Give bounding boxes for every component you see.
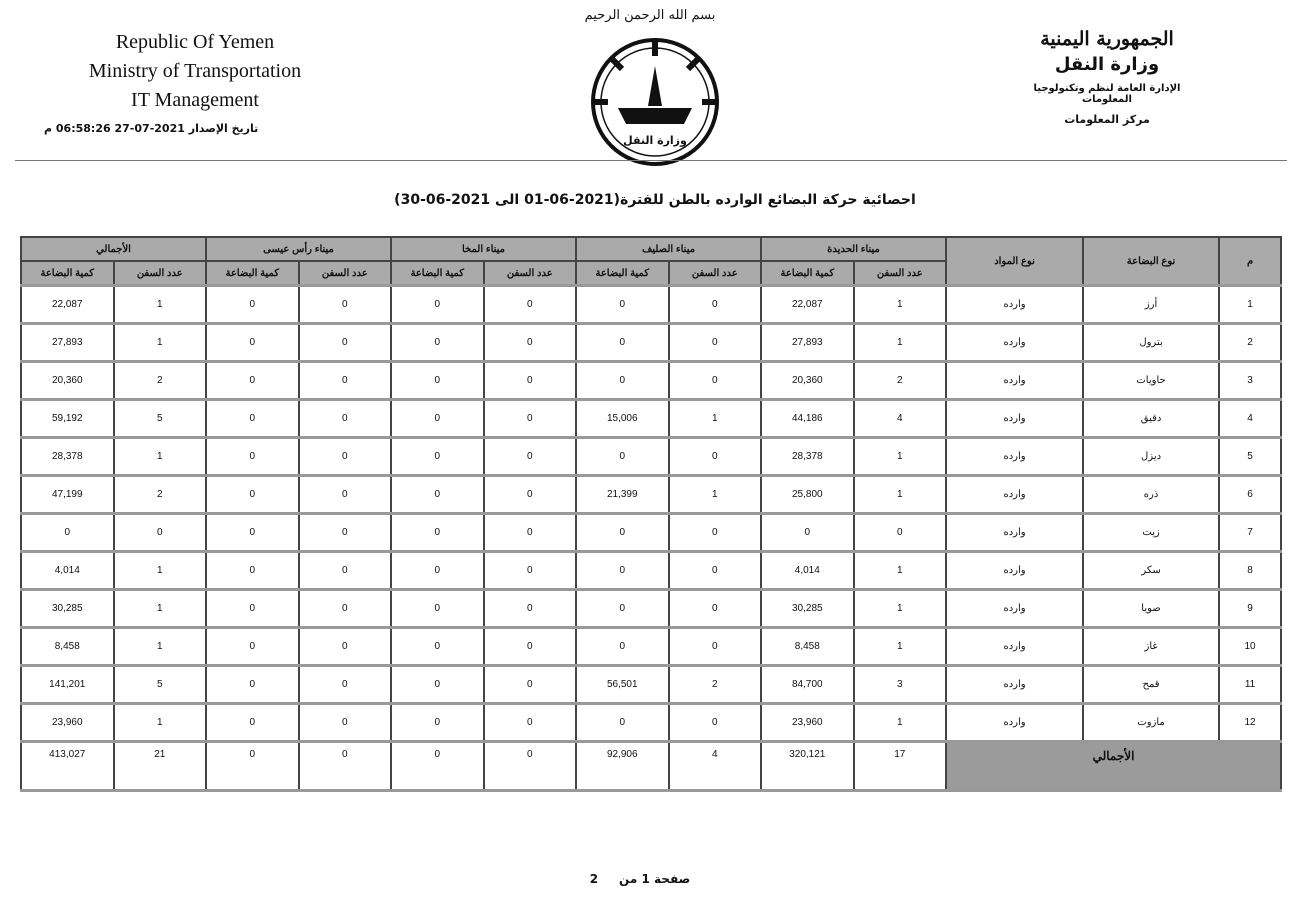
quantity-cell: 0: [206, 628, 299, 666]
table-row: [21, 362, 1281, 400]
ship-count-cell: 0: [299, 666, 392, 704]
material-type: وارده: [946, 704, 1083, 742]
ship-count-cell: 2: [669, 666, 762, 704]
header-total: الأجمالي: [21, 237, 206, 261]
quantity-cell: 0: [206, 324, 299, 362]
ship-count-cell: 1: [854, 590, 947, 628]
ship-count-cell: 0: [669, 514, 762, 552]
quantity-cell: 0: [391, 590, 484, 628]
issue-date-value: 2021-07-27 06:58:26 م: [44, 122, 185, 135]
quantity-cell: 0: [761, 514, 854, 552]
page-number: 1: [641, 872, 650, 886]
quantity-cell: 141,201: [21, 666, 114, 704]
total-quantity: 413,027: [21, 742, 114, 791]
ship-count-cell: 3: [854, 666, 947, 704]
table-row: [21, 438, 1281, 476]
ship-count-cell: 1: [114, 324, 207, 362]
quantity-cell: 59,192: [21, 400, 114, 438]
ship-count-cell: 0: [484, 286, 577, 324]
quantity-cell: 0: [206, 476, 299, 514]
material-type: وارده: [946, 324, 1083, 362]
quantity-cell: 4,014: [21, 552, 114, 590]
total-quantity: 92,906: [576, 742, 669, 791]
header-material-type: نوع المواد: [946, 237, 1083, 286]
ship-count-cell: 1: [854, 704, 947, 742]
ship-count-cell: 0: [669, 324, 762, 362]
ship-count-cell: 1: [114, 438, 207, 476]
commodity-name: غاز: [1083, 628, 1219, 666]
quantity-cell: 0: [576, 286, 669, 324]
ship-count-cell: 0: [484, 666, 577, 704]
ship-count-cell: 0: [484, 362, 577, 400]
ship-count-cell: 0: [484, 400, 577, 438]
commodity-name: ديزل: [1083, 438, 1219, 476]
commodity-name: زيت: [1083, 514, 1219, 552]
quantity-cell: 0: [391, 704, 484, 742]
ship-count-cell: 0: [114, 514, 207, 552]
table-row: [21, 286, 1281, 324]
ship-count-cell: 0: [299, 514, 392, 552]
quantity-cell: 0: [576, 324, 669, 362]
table-row: [21, 704, 1281, 742]
total-ship-count: 21: [114, 742, 207, 791]
quantity-header: كمية البضاعة: [576, 261, 669, 286]
quantity-cell: 0: [391, 666, 484, 704]
commodity-name: دقيق: [1083, 400, 1219, 438]
ship-count-cell: 0: [484, 476, 577, 514]
quantity-header: كمية البضاعة: [21, 261, 114, 286]
quantity-cell: 22,087: [21, 286, 114, 324]
total-ship-count: 0: [484, 742, 577, 791]
ship-count-cell: 1: [854, 628, 947, 666]
quantity-cell: 0: [206, 362, 299, 400]
material-type: وارده: [946, 514, 1083, 552]
row-number: 5: [1219, 438, 1281, 476]
quantity-cell: 0: [206, 438, 299, 476]
ship-count-cell: 1: [669, 400, 762, 438]
quantity-cell: 27,893: [761, 324, 854, 362]
quantity-cell: 0: [21, 514, 114, 552]
material-type: وارده: [946, 286, 1083, 324]
table-row: [21, 400, 1281, 438]
ship-count-cell: 0: [669, 286, 762, 324]
quantity-header: كمية البضاعة: [206, 261, 299, 286]
ship-count-cell: 1: [114, 552, 207, 590]
report-title: احصائية حركة البضائع الوارده بالطن للفترة(2021-06-01 الى 2021-06-30): [394, 192, 916, 208]
header-commodity: نوع البضاعة: [1083, 237, 1219, 286]
total-quantity: 0: [391, 742, 484, 791]
quantity-cell: 23,960: [761, 704, 854, 742]
quantity-cell: 8,458: [761, 628, 854, 666]
ship-count-cell: 0: [299, 324, 392, 362]
quantity-cell: 8,458: [21, 628, 114, 666]
total-quantity: 320,121: [761, 742, 854, 791]
material-type: وارده: [946, 666, 1083, 704]
basmala: بسم الله الرحمن الرحيم: [584, 8, 716, 23]
material-type: وارده: [946, 362, 1083, 400]
quantity-cell: 0: [391, 286, 484, 324]
quantity-cell: 0: [391, 438, 484, 476]
ship-count-cell: 0: [299, 476, 392, 514]
quantity-cell: 47,199: [21, 476, 114, 514]
quantity-cell: 4,014: [761, 552, 854, 590]
header-port-mokha: ميناء المخا: [391, 237, 576, 261]
header-divider: [15, 160, 1287, 161]
ship-count-cell: 0: [299, 704, 392, 742]
header-ar-line4: مركز المعلومات: [1064, 113, 1150, 126]
quantity-cell: 0: [576, 552, 669, 590]
ship-count-cell: 4: [854, 400, 947, 438]
commodity-name: صويا: [1083, 590, 1219, 628]
quantity-cell: 25,800: [761, 476, 854, 514]
ship-count-header: عدد السفن: [854, 261, 947, 286]
ship-count-cell: 5: [114, 666, 207, 704]
quantity-cell: 0: [206, 666, 299, 704]
statistics-table: [20, 236, 1282, 792]
table-row: [21, 552, 1281, 590]
header-en-line2: Ministry of Transportation: [88, 60, 302, 82]
header-ar-line2: وزارة النقل: [1054, 54, 1160, 75]
header-en-line1: Republic Of Yemen: [115, 31, 275, 53]
ship-count-cell: 0: [669, 590, 762, 628]
row-number: 10: [1219, 628, 1281, 666]
table-row: [21, 666, 1281, 704]
commodity-name: ذره: [1083, 476, 1219, 514]
quantity-cell: 21,399: [576, 476, 669, 514]
quantity-cell: 0: [206, 590, 299, 628]
quantity-cell: 44,186: [761, 400, 854, 438]
quantity-cell: 0: [391, 362, 484, 400]
ship-count-cell: 1: [854, 552, 947, 590]
ship-count-cell: 0: [299, 286, 392, 324]
ministry-logo: [588, 36, 722, 166]
quantity-cell: 20,360: [761, 362, 854, 400]
ship-count-cell: 0: [484, 628, 577, 666]
logo-text: وزارة النقل: [623, 134, 687, 147]
quantity-cell: 0: [576, 514, 669, 552]
row-number: 8: [1219, 552, 1281, 590]
ship-count-cell: 0: [299, 590, 392, 628]
ship-count-cell: 0: [299, 628, 392, 666]
ship-count-cell: 0: [669, 438, 762, 476]
header-english: [60, 28, 330, 115]
ship-count-cell: 5: [114, 400, 207, 438]
ship-count-cell: 0: [669, 552, 762, 590]
total-pages: 2: [589, 872, 599, 886]
commodity-name: سكر: [1083, 552, 1219, 590]
quantity-cell: 28,378: [21, 438, 114, 476]
ship-count-cell: 1: [854, 476, 947, 514]
quantity-cell: 0: [391, 476, 484, 514]
ship-count-cell: 2: [854, 362, 947, 400]
material-type: وارده: [946, 628, 1083, 666]
quantity-cell: 0: [206, 552, 299, 590]
row-number: 1: [1219, 286, 1281, 324]
quantity-cell: 27,893: [21, 324, 114, 362]
quantity-cell: 0: [576, 590, 669, 628]
ship-count-cell: 0: [484, 438, 577, 476]
quantity-cell: 0: [576, 704, 669, 742]
commodity-name: مازوت: [1083, 704, 1219, 742]
row-number: 12: [1219, 704, 1281, 742]
total-ship-count: 17: [854, 742, 947, 791]
row-number: 7: [1219, 514, 1281, 552]
quantity-header: كمية البضاعة: [391, 261, 484, 286]
ship-count-cell: 1: [114, 628, 207, 666]
ship-count-header: عدد السفن: [299, 261, 392, 286]
ship-count-header: عدد السفن: [669, 261, 762, 286]
ship-count-cell: 0: [669, 628, 762, 666]
header-en-line3: IT Management: [131, 89, 259, 111]
row-number: 3: [1219, 362, 1281, 400]
quantity-cell: 0: [391, 400, 484, 438]
header-m: م: [1219, 237, 1281, 286]
commodity-name: قمح: [1083, 666, 1219, 704]
material-type: وارده: [946, 400, 1083, 438]
ship-count-cell: 0: [299, 438, 392, 476]
quantity-header: كمية البضاعة: [761, 261, 854, 286]
ship-count-cell: 0: [484, 552, 577, 590]
quantity-cell: 0: [576, 362, 669, 400]
page-label: صفحة: [654, 872, 691, 886]
row-number: 9: [1219, 590, 1281, 628]
quantity-cell: 0: [391, 324, 484, 362]
quantity-cell: 0: [206, 286, 299, 324]
quantity-cell: 0: [576, 438, 669, 476]
total-row: [21, 742, 1281, 791]
header-port-ras-isa: ميناء رأس عيسى: [206, 237, 391, 261]
material-type: وارده: [946, 590, 1083, 628]
ship-count-header: عدد السفن: [484, 261, 577, 286]
ship-count-cell: 2: [114, 362, 207, 400]
ship-count-cell: 0: [484, 324, 577, 362]
header-port-hodeidah: ميناء الحديدة: [761, 237, 946, 261]
quantity-cell: 30,285: [761, 590, 854, 628]
ship-count-cell: 1: [669, 476, 762, 514]
ship-count-cell: 0: [299, 362, 392, 400]
total-label: الأجمالي: [946, 742, 1281, 791]
ship-count-cell: 1: [854, 324, 947, 362]
quantity-cell: 20,360: [21, 362, 114, 400]
of-label: من: [619, 872, 638, 886]
total-quantity: 0: [206, 742, 299, 791]
ship-count-cell: 0: [484, 514, 577, 552]
header-port-salif: ميناء الصليف: [576, 237, 761, 261]
table-row: [21, 590, 1281, 628]
table-row: [21, 514, 1281, 552]
quantity-cell: 0: [206, 400, 299, 438]
ship-count-cell: 2: [114, 476, 207, 514]
total-ship-count: 0: [299, 742, 392, 791]
material-type: وارده: [946, 438, 1083, 476]
ship-count-cell: 1: [114, 286, 207, 324]
table-row: [21, 324, 1281, 362]
page-footer: [560, 872, 720, 886]
row-number: 4: [1219, 400, 1281, 438]
ship-count-cell: 0: [484, 590, 577, 628]
quantity-cell: 0: [206, 704, 299, 742]
quantity-cell: 23,960: [21, 704, 114, 742]
ship-count-cell: 1: [854, 286, 947, 324]
ship-count-cell: 0: [854, 514, 947, 552]
material-type: وارده: [946, 552, 1083, 590]
quantity-cell: 56,501: [576, 666, 669, 704]
table-row: [21, 628, 1281, 666]
commodity-name: أرز: [1083, 286, 1219, 324]
header-ar-line3: الإدارة العامة لنظم وتكنولوجيا المعلومات: [1033, 83, 1181, 105]
row-number: 2: [1219, 324, 1281, 362]
quantity-cell: 22,087: [761, 286, 854, 324]
ship-count-cell: 1: [114, 590, 207, 628]
ship-count-cell: 1: [854, 438, 947, 476]
issue-date-label: تاريخ الإصدار: [188, 122, 259, 135]
ship-count-cell: 1: [114, 704, 207, 742]
row-number: 11: [1219, 666, 1281, 704]
commodity-name: حاويات: [1083, 362, 1219, 400]
row-number: 6: [1219, 476, 1281, 514]
quantity-cell: 0: [391, 552, 484, 590]
ship-count-cell: 0: [484, 704, 577, 742]
header-arabic: [1007, 28, 1207, 126]
quantity-cell: 0: [391, 628, 484, 666]
total-ship-count: 4: [669, 742, 762, 791]
ship-count-cell: 0: [299, 552, 392, 590]
table-row: [21, 476, 1281, 514]
quantity-cell: 15,006: [576, 400, 669, 438]
quantity-cell: 28,378: [761, 438, 854, 476]
ship-count-cell: 0: [299, 400, 392, 438]
ship-count-header: عدد السفن: [114, 261, 207, 286]
quantity-cell: 30,285: [21, 590, 114, 628]
material-type: وارده: [946, 476, 1083, 514]
ship-count-cell: 0: [669, 704, 762, 742]
quantity-cell: 0: [391, 514, 484, 552]
quantity-cell: 84,700: [761, 666, 854, 704]
quantity-cell: 0: [576, 628, 669, 666]
quantity-cell: 0: [206, 514, 299, 552]
commodity-name: بترول: [1083, 324, 1219, 362]
header-ar-line1: الجمهورية اليمنية: [1040, 28, 1174, 50]
ship-count-cell: 0: [669, 362, 762, 400]
issue-date: [44, 122, 258, 135]
